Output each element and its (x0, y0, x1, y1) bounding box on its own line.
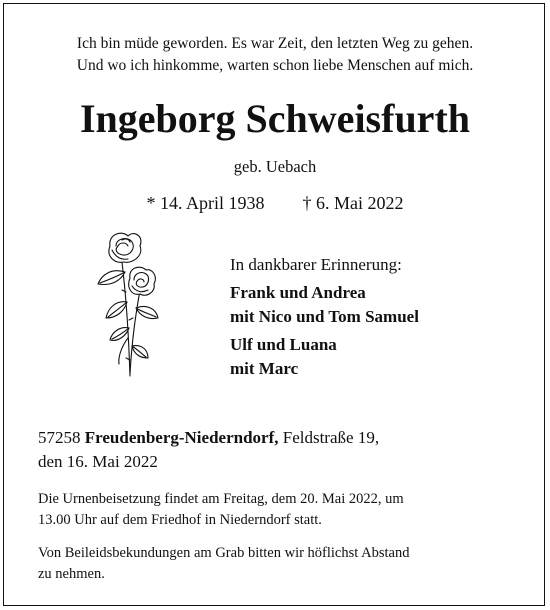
mourner-group (230, 333, 530, 381)
town: Freudenberg-Niederndorf, (84, 428, 279, 447)
death-date: † 6. Mai 2022 (302, 193, 404, 213)
burial-notice (38, 489, 518, 530)
condolence-notice (38, 543, 518, 584)
mourner-line: Frank und Andrea (230, 283, 366, 302)
motto-line-1: Ich bin müde geworden. Es war Zeit, den letzten Weg zu gehen. (76, 35, 474, 52)
birth-date: * 14. April 1938 (146, 193, 265, 213)
rose-icon (92, 228, 162, 378)
motto-line-2: Und wo ich hinkomme, warten schon liebe Menschen auf mich. (76, 57, 474, 74)
address-block (38, 426, 518, 474)
maiden-name: geb. Uebach (233, 157, 317, 176)
life-dates (0, 191, 550, 215)
mourner-line: mit Nico und Tom Samuel (230, 307, 419, 326)
mourner-line: mit Marc (230, 359, 299, 378)
notice-date: den 16. Mai 2022 (38, 452, 158, 471)
mourners-intro: In dankbarer Erinnerung: (230, 255, 402, 274)
mourners-block (230, 253, 530, 385)
mourner-group (230, 281, 530, 329)
address-line (38, 426, 518, 450)
mourner-line: Ulf und Luana (230, 335, 337, 354)
condolence-line-1: Von Beileidsbekundungen am Grab bitten wir höflichst Abstand (38, 545, 410, 561)
deceased-name: Ingeborg Schweisfurth (79, 96, 471, 141)
burial-line-1: Die Urnenbeisetzung findet am Freitag, dem 20. Mai 2022, um (38, 491, 404, 507)
street: Feldstraße 19, (282, 428, 380, 447)
postcode: 57258 (38, 428, 81, 447)
motto-quote (0, 33, 550, 77)
burial-line-2: 13.00 Uhr auf dem Friedhof in Niederndorf statt. (38, 511, 322, 528)
condolence-line-2: zu nehmen. (38, 565, 105, 582)
